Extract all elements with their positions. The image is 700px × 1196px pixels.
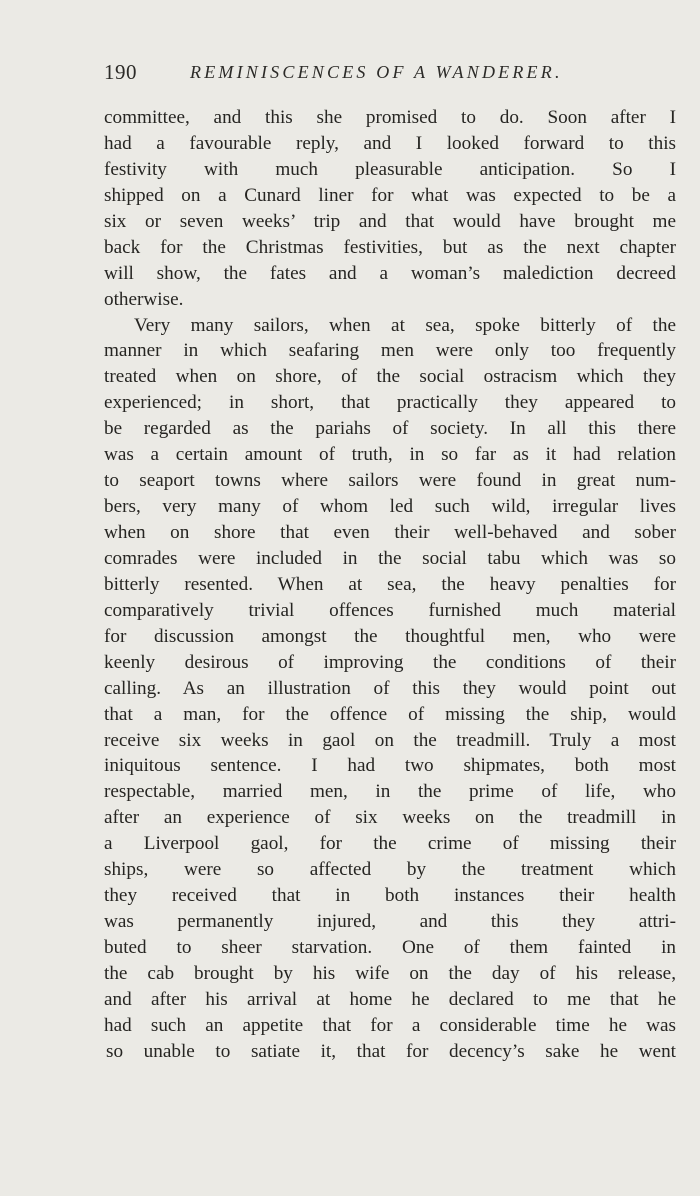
text-line: was permanently injured, and this they attri-	[104, 911, 676, 933]
text-line: after an experience of six weeks on the treadmill in	[104, 807, 676, 829]
text-line: buted to sheer starvation. One of them fainted in	[104, 937, 676, 958]
text-line: festivity with much pleasurable anticipation. So I	[104, 158, 676, 180]
text-line: ships, were so affected by the treatment which	[104, 859, 676, 881]
text-line: shipped on a Cunard liner for what was expected to be a	[104, 184, 676, 206]
text-line: so unable to satiate it, that for decency’s sake he went	[106, 1040, 676, 1062]
body-text	[104, 105, 676, 1065]
text-line: had a favourable reply, and I looked forward to this	[104, 132, 676, 154]
text-line: a Liverpool gaol, for the crime of missing their	[104, 833, 676, 855]
text-line: was a certain amount of truth, in so far as it had relation	[104, 444, 676, 466]
paragraph	[104, 313, 676, 1065]
text-line: be regarded as the pariahs of society. In all this there	[104, 418, 676, 440]
text-line: when on shore that even their well-behaved and sober	[104, 522, 676, 543]
text-line: they received that in both instances their health	[104, 885, 676, 907]
text-line: had such an appetite that for a considerable time he was	[104, 1014, 676, 1036]
text-line: calling. As an illustration of this they would point out	[104, 677, 676, 699]
text-line: keenly desirous of improving the conditions of their	[104, 651, 676, 673]
running-head: REMINISCENCES OF A WANDERER.	[190, 62, 563, 82]
text-line: that a man, for the offence of missing the ship, would	[104, 703, 676, 725]
text-line: manner in which seafaring men were only too frequently	[104, 340, 676, 362]
text-line: bers, very many of whom led such wild, irregular lives	[104, 496, 676, 518]
text-line: receive six weeks in gaol on the treadmill. Truly a most	[104, 729, 676, 751]
text-line: bitterly resented. When at sea, the heavy penalties for	[104, 573, 676, 595]
text-line: back for the Christmas festivities, but as the next chapter	[104, 236, 676, 258]
text-line: experienced; in short, that practically they appeared to	[104, 392, 676, 414]
text-line: respectable, married men, in the prime of life, who	[104, 781, 676, 803]
text-line: will show, the fates and a woman’s malediction decreed	[104, 262, 676, 284]
text-line: for discussion amongst the thoughtful men, who were	[104, 625, 676, 647]
text-line: committee, and this she promised to do. Soon after I	[104, 107, 676, 128]
text-line: six or seven weeks’ trip and that would have brought me	[104, 210, 676, 232]
text-line: comparatively trivial offences furnished much material	[104, 599, 676, 621]
text-line: treated when on shore, of the social ostracism which they	[104, 366, 676, 388]
text-line: the cab brought by his wife on the day of his release,	[104, 962, 676, 984]
page-number: 190	[104, 60, 137, 84]
text-line: otherwise.	[104, 288, 184, 310]
text-line: to seaport towns where sailors were found in great num-	[104, 470, 676, 492]
text-line: Very many sailors, when at sea, spoke bitterly of the	[134, 314, 676, 336]
page-header	[104, 60, 676, 90]
text-line: iniquitous sentence. I had two shipmates, both most	[104, 755, 676, 777]
paragraph	[104, 105, 676, 313]
text-line: comrades were included in the social tabu which was so	[104, 547, 676, 569]
text-line: and after his arrival at home he declared to me that he	[104, 988, 676, 1010]
